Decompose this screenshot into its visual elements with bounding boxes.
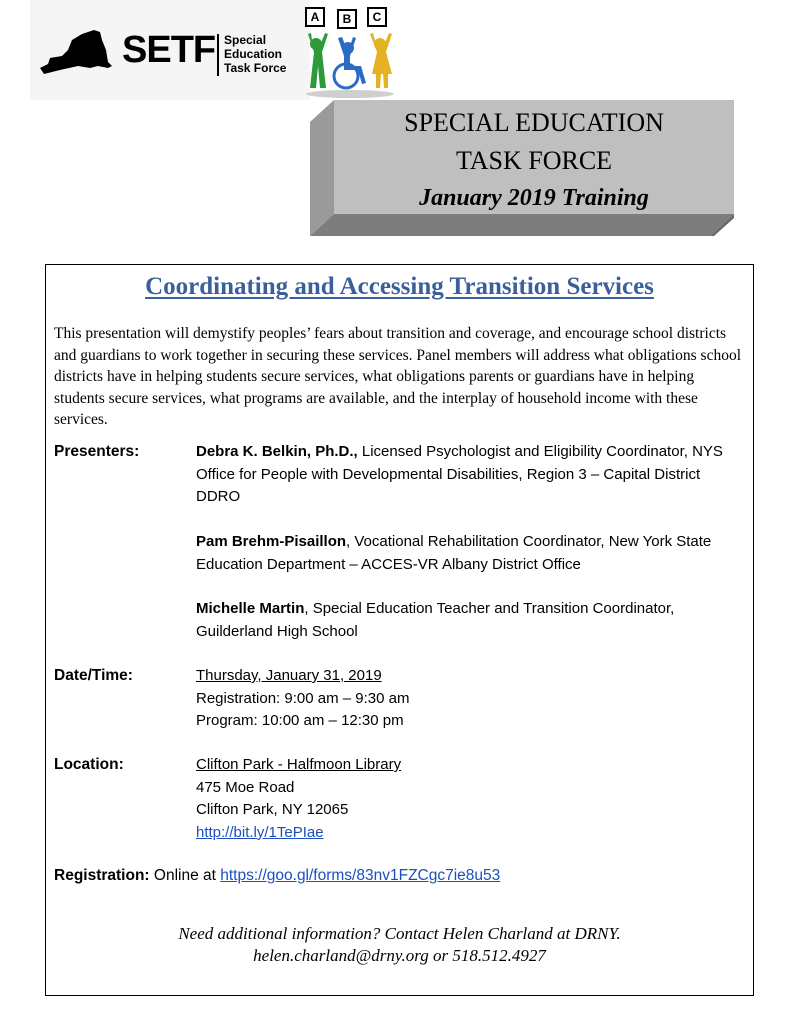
contact-info bbox=[46, 923, 753, 967]
setf-wordmark: SETF bbox=[122, 29, 216, 71]
location-value bbox=[196, 754, 746, 844]
child-green-icon bbox=[308, 33, 328, 88]
presenters-label: Presenters: bbox=[54, 443, 140, 460]
setf-logo bbox=[30, 0, 310, 100]
contact-line-2: helen.charland@drny.org or 518.512.4927 bbox=[253, 946, 546, 965]
logo-divider bbox=[217, 34, 219, 76]
presenter-details: , Vocational Rehabilitation Coordinator, New York State Education Department – ACCES-VR Albany District Office bbox=[196, 533, 712, 573]
block-letter: C bbox=[372, 10, 382, 24]
venue-street: 475 Moe Road bbox=[196, 778, 295, 796]
session-description: This presentation will demystify peoples’ fears about transition and coverage, and encourage school districts and guardians to work together in securing these services. Panel members will address what obligations school districts have in helping students secure services, what obligations parents or guardians have in helping students secure services, what programs are available, and the interplay of household income with these services. bbox=[54, 325, 742, 428]
child-yellow-icon bbox=[370, 33, 392, 88]
kids-abc-logo bbox=[300, 4, 400, 100]
venue-name: Clifton Park - Halfmoon Library bbox=[196, 756, 402, 773]
location-label: Location: bbox=[54, 756, 124, 773]
setf-subtitle-line: Education bbox=[224, 47, 283, 61]
block-letter: B bbox=[342, 12, 352, 26]
presenter-name: Michelle Martin bbox=[196, 600, 305, 617]
title-line-1: SPECIAL EDUCATION bbox=[404, 108, 664, 137]
presenter-name: Pam Brehm-Pisaillon bbox=[196, 533, 347, 550]
program-time: Program: 10:00 am – 12:30 pm bbox=[196, 712, 404, 729]
registration-text: Online at bbox=[149, 867, 221, 884]
event-date: Thursday, January 31, 2019 bbox=[196, 667, 382, 684]
registration-time: Registration: 9:00 am – 9:30 am bbox=[196, 689, 410, 707]
wheelchair-user-icon bbox=[334, 37, 366, 88]
venue-link[interactable]: http://bit.ly/1TePIae bbox=[196, 823, 324, 841]
presenter-details: Licensed Psychologist and Eligibility Coordinator, NYS Office for People with Developmental Disabilities, Region 3 – Capital District DDRO bbox=[196, 443, 723, 505]
title-text bbox=[334, 104, 734, 216]
setf-subtitle-line: Special bbox=[224, 33, 267, 47]
presenter-entry bbox=[196, 598, 746, 643]
contact-line-1: Need additional information? Contact Helen Charland at DRNY. bbox=[178, 924, 621, 943]
training-title-box bbox=[310, 100, 736, 240]
session-details-box bbox=[45, 264, 754, 996]
setf-subtitle-line: Task Force bbox=[224, 61, 287, 75]
datetime-label: Date/Time: bbox=[54, 667, 133, 684]
venue-city: Clifton Park, NY 12065 bbox=[196, 801, 349, 818]
session-heading: Coordinating and Accessing Transition Services bbox=[145, 273, 654, 300]
presenter-entry bbox=[196, 441, 746, 509]
registration-form-link[interactable]: https://goo.gl/forms/83nv1FZCgc7ie8u53 bbox=[220, 867, 501, 884]
training-date-title: January 2019 Training bbox=[419, 185, 649, 211]
registration-label: Registration: bbox=[54, 867, 150, 884]
title-line-2: TASK FORCE bbox=[455, 146, 613, 175]
new-york-state-icon bbox=[38, 28, 116, 76]
presenter-details: , Special Education Teacher and Transition Coordinator, Guilderland High School bbox=[196, 600, 675, 640]
setf-subtitle bbox=[224, 33, 286, 75]
abc-blocks-icon bbox=[306, 8, 386, 28]
presenter-name: Debra K. Belkin, Ph.D., bbox=[196, 443, 358, 460]
datetime-value bbox=[196, 665, 746, 733]
presenter-entry bbox=[196, 531, 746, 576]
registration-line bbox=[54, 867, 500, 885]
block-letter: A bbox=[310, 10, 320, 24]
